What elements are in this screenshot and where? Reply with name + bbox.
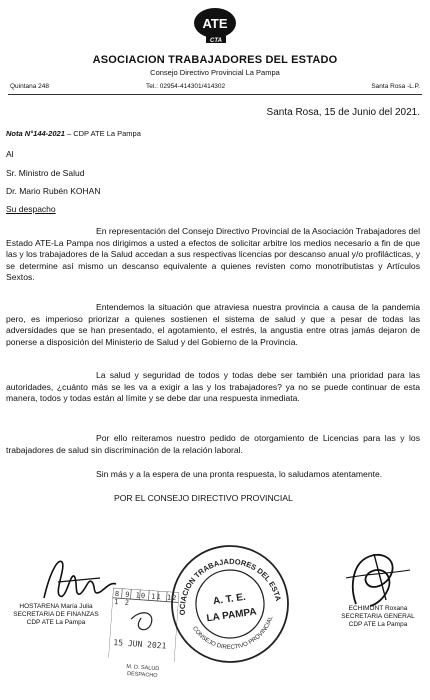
- note-number: Nota N°144-2021: [6, 129, 65, 138]
- seal-center-top: A. T. E.: [212, 591, 247, 608]
- contact-city: Santa Rosa -L.P.: [371, 83, 420, 90]
- stamp-date: 15 JUN 2021: [113, 637, 167, 651]
- left-signer-role: SECRETARIA DE FINANZAS: [13, 611, 99, 618]
- org-name: ASOCIACION TRABAJADORES DEL ESTADO: [92, 54, 338, 66]
- recipient-office: Su despacho: [6, 204, 56, 214]
- seal-ring-bottom: CONSEJO DIRECTIVO PROVINCIAL: [191, 615, 275, 651]
- right-signature-block: [330, 605, 426, 629]
- paragraph: La salud y seguridad de todos y todas debe ser también una prioridad para las autoridades, ¿cuánto más se les va a exigir a las y los trabajadores? ya no se puede continuar de esta manera, todos y todas están al límite y se debe dar una respuesta inmediata.: [6, 370, 420, 403]
- left-signature: [40, 552, 120, 604]
- seal-ring-top: ASOCIACION TRABAJADORES DEL ESTADO: [177, 556, 283, 616]
- right-signer-role: SECRETARIA GENERAL: [341, 613, 415, 620]
- right-signature: [326, 548, 416, 610]
- stamp-hours: 8 9 10 11 12 1 2: [114, 589, 178, 607]
- right-signer-org: CDP ATE La Pampa: [348, 621, 408, 628]
- left-signature-block: [6, 603, 106, 627]
- closing-line: POR EL CONSEJO DIRECTIVO PROVINCIAL: [114, 493, 293, 503]
- stamp-office-line: M. D. SALUD: [126, 663, 160, 673]
- header-rule: [8, 94, 422, 95]
- ate-logo: [192, 6, 238, 44]
- left-signer-name: HOSTARENA María Julia: [19, 603, 93, 610]
- contact-address: Quintana 248: [10, 83, 50, 90]
- contact-row: [8, 83, 422, 93]
- paragraph: Entendemos la situación que atraviesa nuestra provincia a causa de la pandemia pero, es imperioso priorizar a quienes sostienen el sistema de salud y que a pesar de todas las adversidades que se han presentado, el agotamiento, el estrés, la angustia entre otras jamás dejaron de ponerse a disposición del Ministerio de Salud y del Gobierno de la Provincia.: [6, 302, 420, 347]
- paragraph: Por ello reiteramos nuestro pedido de otorgamiento de Licencias para las y los trabajadores de salud sin discriminación de la relación laboral.: [6, 433, 420, 455]
- stamp-office-line: DESPACHO: [126, 670, 158, 679]
- date-line: Santa Rosa, 15 de Junio del 2021.: [266, 107, 420, 118]
- left-signer-org: CDP ATE La Pampa: [26, 619, 86, 626]
- recipient-greeting: Al: [6, 149, 14, 159]
- organization-seal: [166, 540, 294, 668]
- recipient-name: Dr. Mario Rubén KOHAN: [6, 186, 101, 196]
- paragraph: En representación del Consejo Directivo Provincial de la Asociación Trabajadores del Estado ATE-La Pampa nos dirigimos a usted a efectos de solicitar arbitre los medios necesario a fin de que las y los trabajadores de la Salud accedan a sus respectivas licencias por descanso anual y/o profilácticas, y se determine así mismo un descanso equivalente a quienes revisten como monotributistas y Artículos Sextos.: [6, 226, 420, 282]
- paragraph: Sin más y a la espera de una pronta respuesta, lo saludamos atentamente.: [96, 469, 383, 479]
- recipient-title: Sr. Ministro de Salud: [6, 168, 85, 178]
- contact-phone: Tel.: 02954-414301/414302: [146, 83, 226, 90]
- note-suffix: – CDP ATE La Pampa: [64, 129, 141, 138]
- logo-sub-text: CTA: [210, 38, 222, 44]
- seal-center-bottom: LA PAMPA: [205, 606, 258, 625]
- logo-text: ATE: [202, 16, 228, 31]
- right-signer-name: ECHIMONT Roxana: [348, 605, 408, 612]
- svg-text:ASOCIACION TRABAJADORES DEL ES: [166, 540, 283, 618]
- note-reference: [6, 129, 141, 138]
- org-subtitle: Consejo Directivo Provincial La Pampa: [150, 68, 280, 77]
